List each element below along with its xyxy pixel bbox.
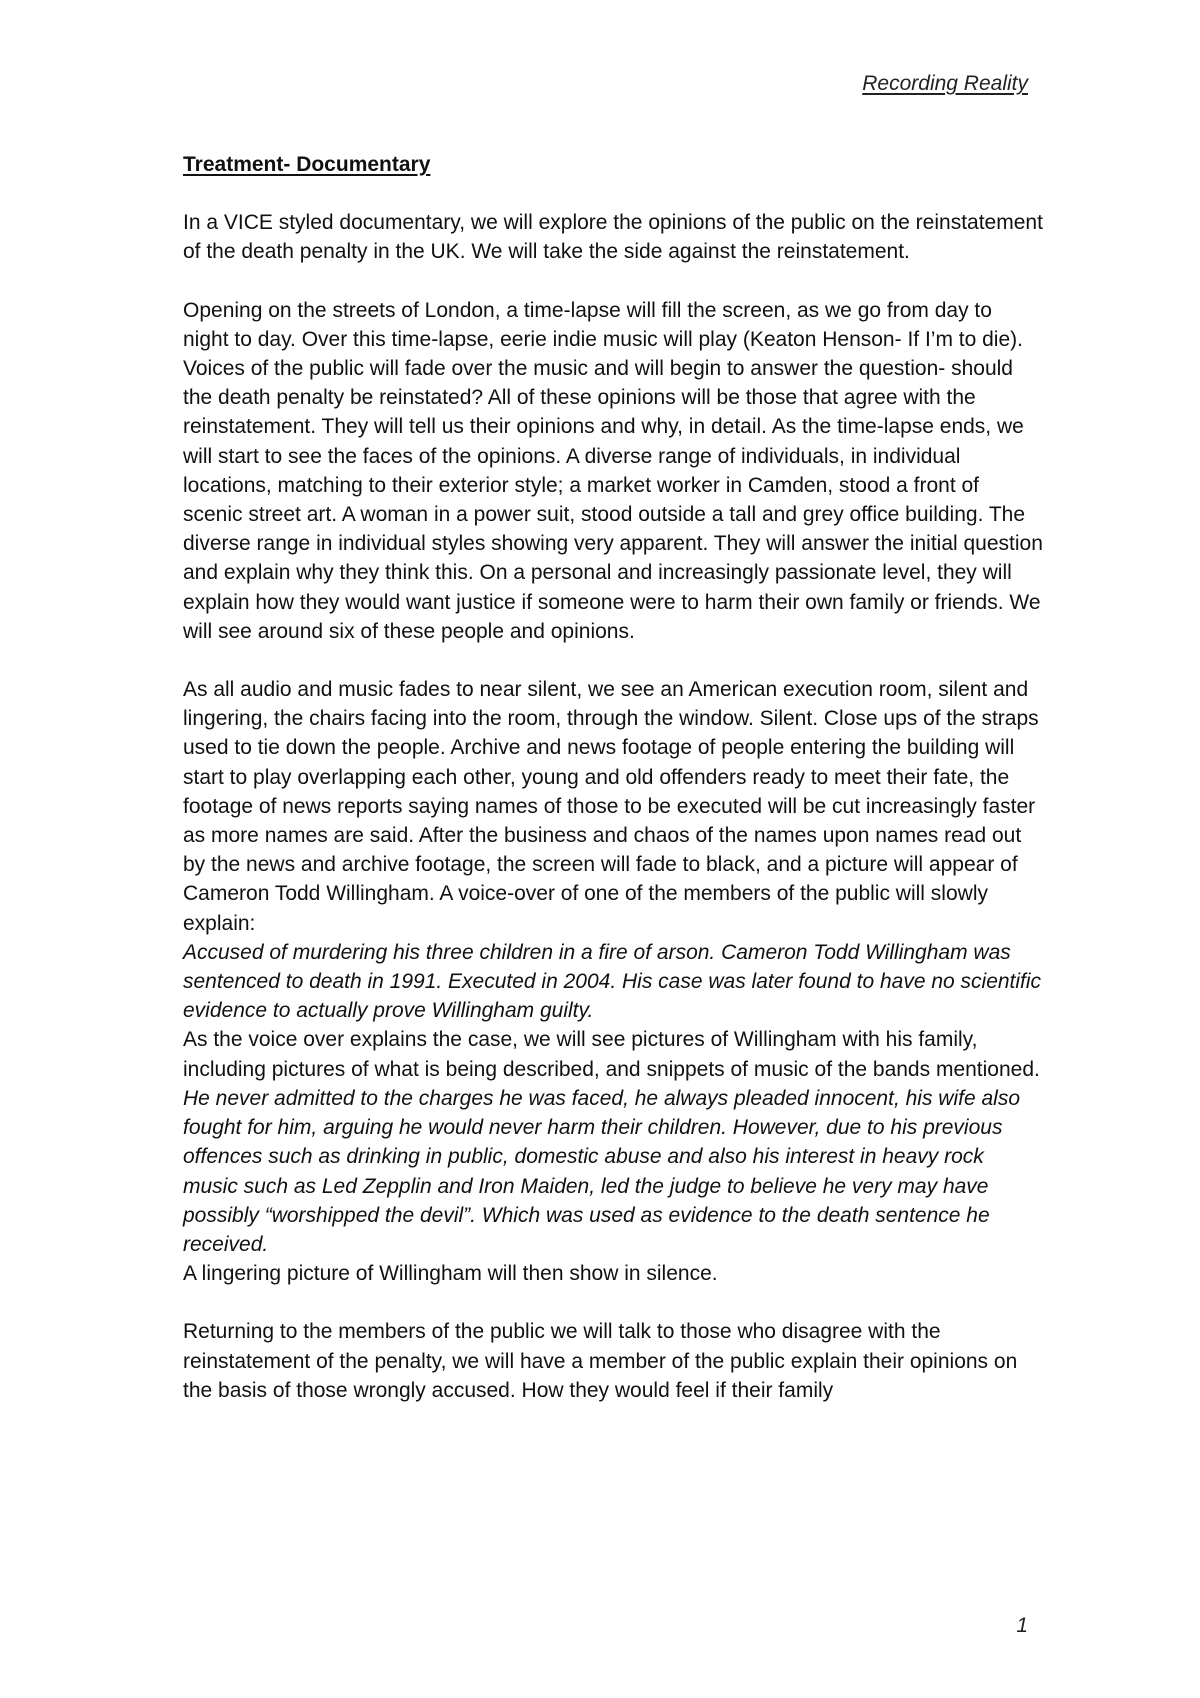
page-number: 1 [1016,1614,1028,1637]
lingering-picture-line: A lingering picture of Willingham will then show in silence. [183,1262,718,1286]
intro-paragraph: In a VICE styled documentary, we will explore the opinions of the public on the reinstatement of the death penalty in the UK. We will take the side against the reinstatement. [183,211,1043,264]
document-body [183,150,1043,1405]
voiceover-quote-1: Accused of murdering his three children in a fire of arson. Cameron Todd Willingham was sentenced to death in 1991. Executed in 2004. His case was later found to have no scientific evidence to actually prove Willingham guilty. [183,940,1042,1023]
voiceover-quote-2: He never admitted to the charges he was faced, he always pleaded innocent, his wife also fought for him, arguing he would never harm their children. However, due to his previous offences such as drinking in public, domestic abuse and also his interest in heavy rock music such as Led Zepplin and Iron Maiden, led the judge to believe he very may have possibly “worshipped the devil”. Which was used as evidence to the death sentence he received. [183,1086,1020,1256]
running-header: Recording Reality [862,72,1028,95]
voiceover-explanation-paragraph: As the voice over explains the case, we will see pictures of Willingham with his family, including pictures of what is being described, and snippets of music of the bands mentioned. [183,1028,1040,1081]
document-title: Treatment- Documentary [183,153,431,176]
opening-paragraph: Opening on the streets of London, a time-lapse will fill the screen, as we go from day to night to day. Over this time-lapse, eerie indie music will play (Keaton Henson- If I’m to die). Voices of the public will fade over the music and will begin to answer the question- should the death penalty be reinstated? All of these opinions will be those that agree with the reinstatement. They will tell us their opinions and why, in detail. As the time-lapse ends, we will start to see the faces of the opinions. A diverse range of individuals, in individual locations, matching to their exterior style; a market worker in Camden, stood a front of scenic street art. A woman in a power suit, stood outside a tall and grey office building. The diverse range in individual styles showing very apparent. They will answer the initial question and explain why they think this. On a personal and increasingly passionate level, they will explain how they would want justice if someone were to harm their own family or friends. We will see around six of these people and opinions. [183,298,1043,643]
execution-room-paragraph: As all audio and music fades to near silent, we see an American execution room, silent and lingering, the chairs facing into the room, through the window. Silent. Close ups of the straps used to tie down the people. Archive and news footage of people entering the building will start to play overlapping each other, young and old offenders ready to meet their fate, the footage of news reports saying names of those to be executed will be cut increasingly faster as more names are said. After the business and chaos of the names upon names read out by the news and archive footage, the screen will fade to black, and a picture will appear of Cameron Todd Willingham. A voice-over of one of the members of the public will slowly explain: [183,678,1039,935]
returning-paragraph: Returning to the members of the public we will talk to those who disagree with the reinstatement of the penalty, we will have a member of the public explain their opinions on the basis of those wrongly accused. How they would feel if their family [183,1320,1018,1402]
